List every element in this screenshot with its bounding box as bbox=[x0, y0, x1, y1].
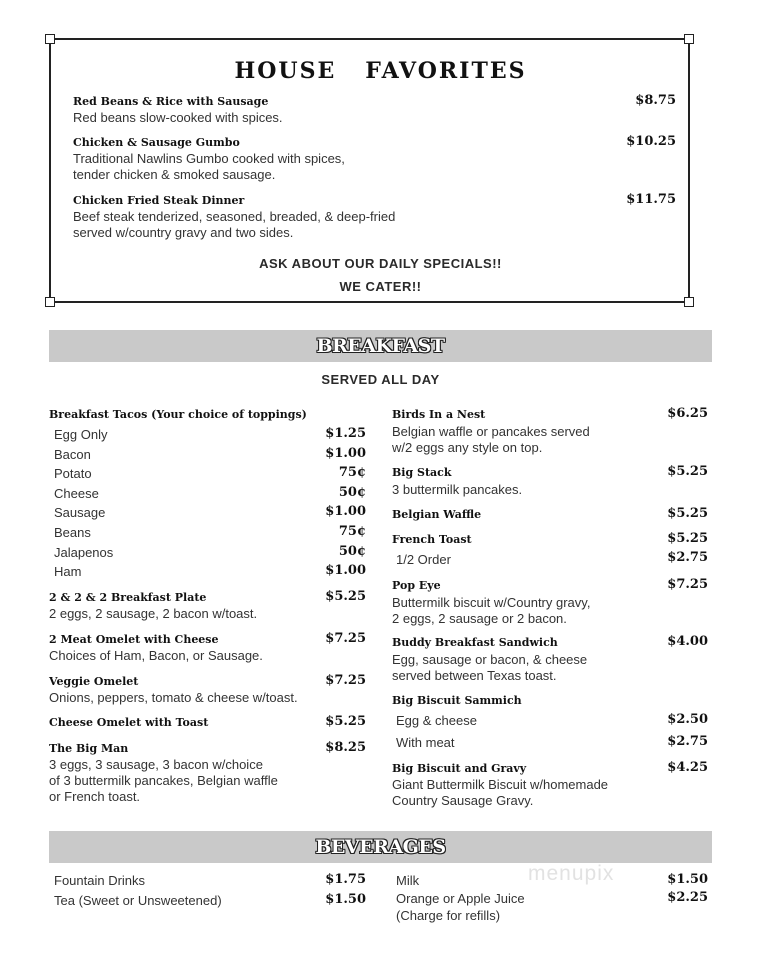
menu-item-desc: Beef steak tenderized, seasoned, breaded, & deep-fried bbox=[73, 209, 396, 224]
menu-item-name: 2 Meat Omelet with Cheese bbox=[49, 633, 219, 646]
specials-note: ASK ABOUT OUR DAILY SPECIALS!! bbox=[259, 256, 502, 271]
menu-item-name: Birds In a Nest bbox=[392, 408, 486, 421]
frame-corner-ornament bbox=[684, 297, 694, 307]
menu-item-name: Big Stack bbox=[392, 466, 452, 479]
sub-option-name: 1/2 Order bbox=[396, 552, 451, 567]
taco-option-price: $1.00 bbox=[325, 504, 366, 519]
beverage-name: Tea (Sweet or Unsweetened) bbox=[54, 893, 222, 908]
taco-option-name: Potato bbox=[54, 466, 92, 481]
beverages-header-band bbox=[49, 831, 712, 863]
taco-option-name: Ham bbox=[54, 564, 82, 579]
taco-option-price: $1.25 bbox=[325, 426, 366, 441]
menu-item-name: Buddy Breakfast Sandwich bbox=[392, 636, 558, 649]
menu-item-price: $5.25 bbox=[325, 589, 366, 604]
taco-option-name: Beans bbox=[54, 525, 91, 540]
menu-item-name: 2 & 2 & 2 Breakfast Plate bbox=[49, 591, 207, 604]
menu-item-price: $10.25 bbox=[626, 134, 676, 149]
catering-note: WE CATER!! bbox=[339, 279, 422, 294]
taco-option-name: Sausage bbox=[54, 505, 106, 520]
beverage-price: $1.50 bbox=[325, 892, 366, 907]
taco-option-price: 75¢ bbox=[338, 465, 366, 480]
menu-item-desc: 2 eggs, 2 sausage, 2 bacon w/toast. bbox=[49, 606, 258, 621]
taco-option-name: Bacon bbox=[54, 447, 91, 462]
menu-item-desc: 3 eggs, 3 sausage, 3 bacon w/choice bbox=[49, 757, 263, 772]
menu-item-name: French Toast bbox=[392, 533, 472, 546]
menu-item-desc: served between Texas toast. bbox=[392, 668, 557, 683]
taco-option-name: Cheese bbox=[54, 486, 99, 501]
menu-item-name: Red Beans & Rice with Sausage bbox=[73, 95, 269, 108]
taco-option-name: Egg Only bbox=[54, 427, 108, 442]
menu-item-name: Belgian Waffle bbox=[392, 508, 482, 521]
sub-option-price: $2.75 bbox=[667, 550, 708, 565]
menu-item-desc: Country Sausage Gravy. bbox=[392, 793, 534, 808]
served-all-day: SERVED ALL DAY bbox=[321, 372, 440, 387]
menu-item-price: $7.25 bbox=[325, 673, 366, 688]
menu-item-price: $5.25 bbox=[667, 531, 708, 546]
menu-item-price: $5.25 bbox=[667, 464, 708, 479]
menu-item-desc: served w/country gravy and two sides. bbox=[73, 225, 294, 240]
beverage-name: Milk bbox=[396, 873, 420, 888]
menu-item-name: The Big Man bbox=[49, 742, 129, 755]
sub-option-name: Egg & cheese bbox=[396, 713, 477, 728]
beverage-price: $2.25 bbox=[667, 890, 708, 905]
menu-item-desc: of 3 buttermilk pancakes, Belgian waffle bbox=[49, 773, 278, 788]
frame-corner-ornament bbox=[45, 297, 55, 307]
menu-item-price: $11.75 bbox=[626, 192, 676, 207]
menu-item-desc: Onions, peppers, tomato & cheese w/toast. bbox=[49, 690, 298, 705]
taco-option-price: 50¢ bbox=[338, 544, 366, 559]
watermark: menupix bbox=[528, 862, 615, 885]
frame-corner-ornament bbox=[45, 34, 55, 44]
menu-item-name: Breakfast Tacos (Your choice of toppings) bbox=[49, 408, 307, 421]
menu-item-price: $5.25 bbox=[667, 506, 708, 521]
menu-item-name: Big Biscuit Sammich bbox=[392, 694, 522, 707]
breakfast-header-band bbox=[49, 330, 712, 362]
menu-item-price: $6.25 bbox=[667, 406, 708, 421]
frame-corner-ornament bbox=[684, 34, 694, 44]
menu-item-desc: or French toast. bbox=[49, 789, 141, 804]
sub-option-price: $2.50 bbox=[667, 712, 708, 727]
beverage-note: (Charge for refills) bbox=[396, 908, 501, 923]
menu-item-desc: 2 eggs, 2 sausage or 2 bacon. bbox=[392, 611, 567, 626]
menu-item-name: Cheese Omelet with Toast bbox=[49, 716, 209, 729]
beverage-price: $1.75 bbox=[325, 872, 366, 887]
menu-item-price: $8.25 bbox=[325, 740, 366, 755]
beverages-title: BEVERAGES bbox=[315, 836, 446, 858]
beverage-name: Orange or Apple Juice bbox=[396, 891, 525, 906]
menu-item-desc: Giant Buttermilk Biscuit w/homemade bbox=[392, 777, 609, 792]
menu-item-desc: Red beans slow-cooked with spices. bbox=[73, 110, 283, 125]
sub-option-price: $2.75 bbox=[667, 734, 708, 749]
menu-item-price: $8.75 bbox=[635, 93, 676, 108]
menu-item-desc: 3 buttermilk pancakes. bbox=[392, 482, 523, 497]
menu-item-name: Veggie Omelet bbox=[49, 675, 139, 688]
menu-item-price: $4.25 bbox=[667, 760, 708, 775]
menu-item-price: $7.25 bbox=[667, 577, 708, 592]
menu-item-desc: Buttermilk biscuit w/Country gravy, bbox=[392, 595, 591, 610]
menu-item-price: $5.25 bbox=[325, 714, 366, 729]
taco-option-price: 50¢ bbox=[338, 485, 366, 500]
menu-item-desc: tender chicken & smoked sausage. bbox=[73, 167, 276, 182]
menu-item-name: Chicken & Sausage Gumbo bbox=[73, 136, 240, 149]
taco-option-name: Jalapenos bbox=[54, 545, 114, 560]
beverage-price: $1.50 bbox=[667, 872, 708, 887]
menu-item-name: Chicken Fried Steak Dinner bbox=[73, 194, 245, 207]
sub-option-name: With meat bbox=[396, 735, 455, 750]
menu-item-price: $4.00 bbox=[667, 634, 708, 649]
menu-item-desc: w/2 eggs any style on top. bbox=[392, 440, 543, 455]
menu-item-desc: Choices of Ham, Bacon, or Sausage. bbox=[49, 648, 263, 663]
menu-item-desc: Belgian waffle or pancakes served bbox=[392, 424, 590, 439]
menu-item-desc: Egg, sausage or bacon, & cheese bbox=[392, 652, 588, 667]
menu-item-name: Pop Eye bbox=[392, 579, 441, 592]
beverage-name: Fountain Drinks bbox=[54, 873, 146, 888]
menu-item-price: $7.25 bbox=[325, 631, 366, 646]
menu-item-name: Big Biscuit and Gravy bbox=[392, 762, 527, 775]
taco-option-price: $1.00 bbox=[325, 446, 366, 461]
taco-option-price: $1.00 bbox=[325, 563, 366, 578]
house-favorites-title: HOUSE FAVORITES bbox=[234, 58, 527, 84]
taco-option-price: 75¢ bbox=[338, 524, 366, 539]
breakfast-title: BREAKFAST bbox=[316, 335, 445, 357]
menu-item-desc: Traditional Nawlins Gumbo cooked with spices, bbox=[73, 151, 345, 166]
